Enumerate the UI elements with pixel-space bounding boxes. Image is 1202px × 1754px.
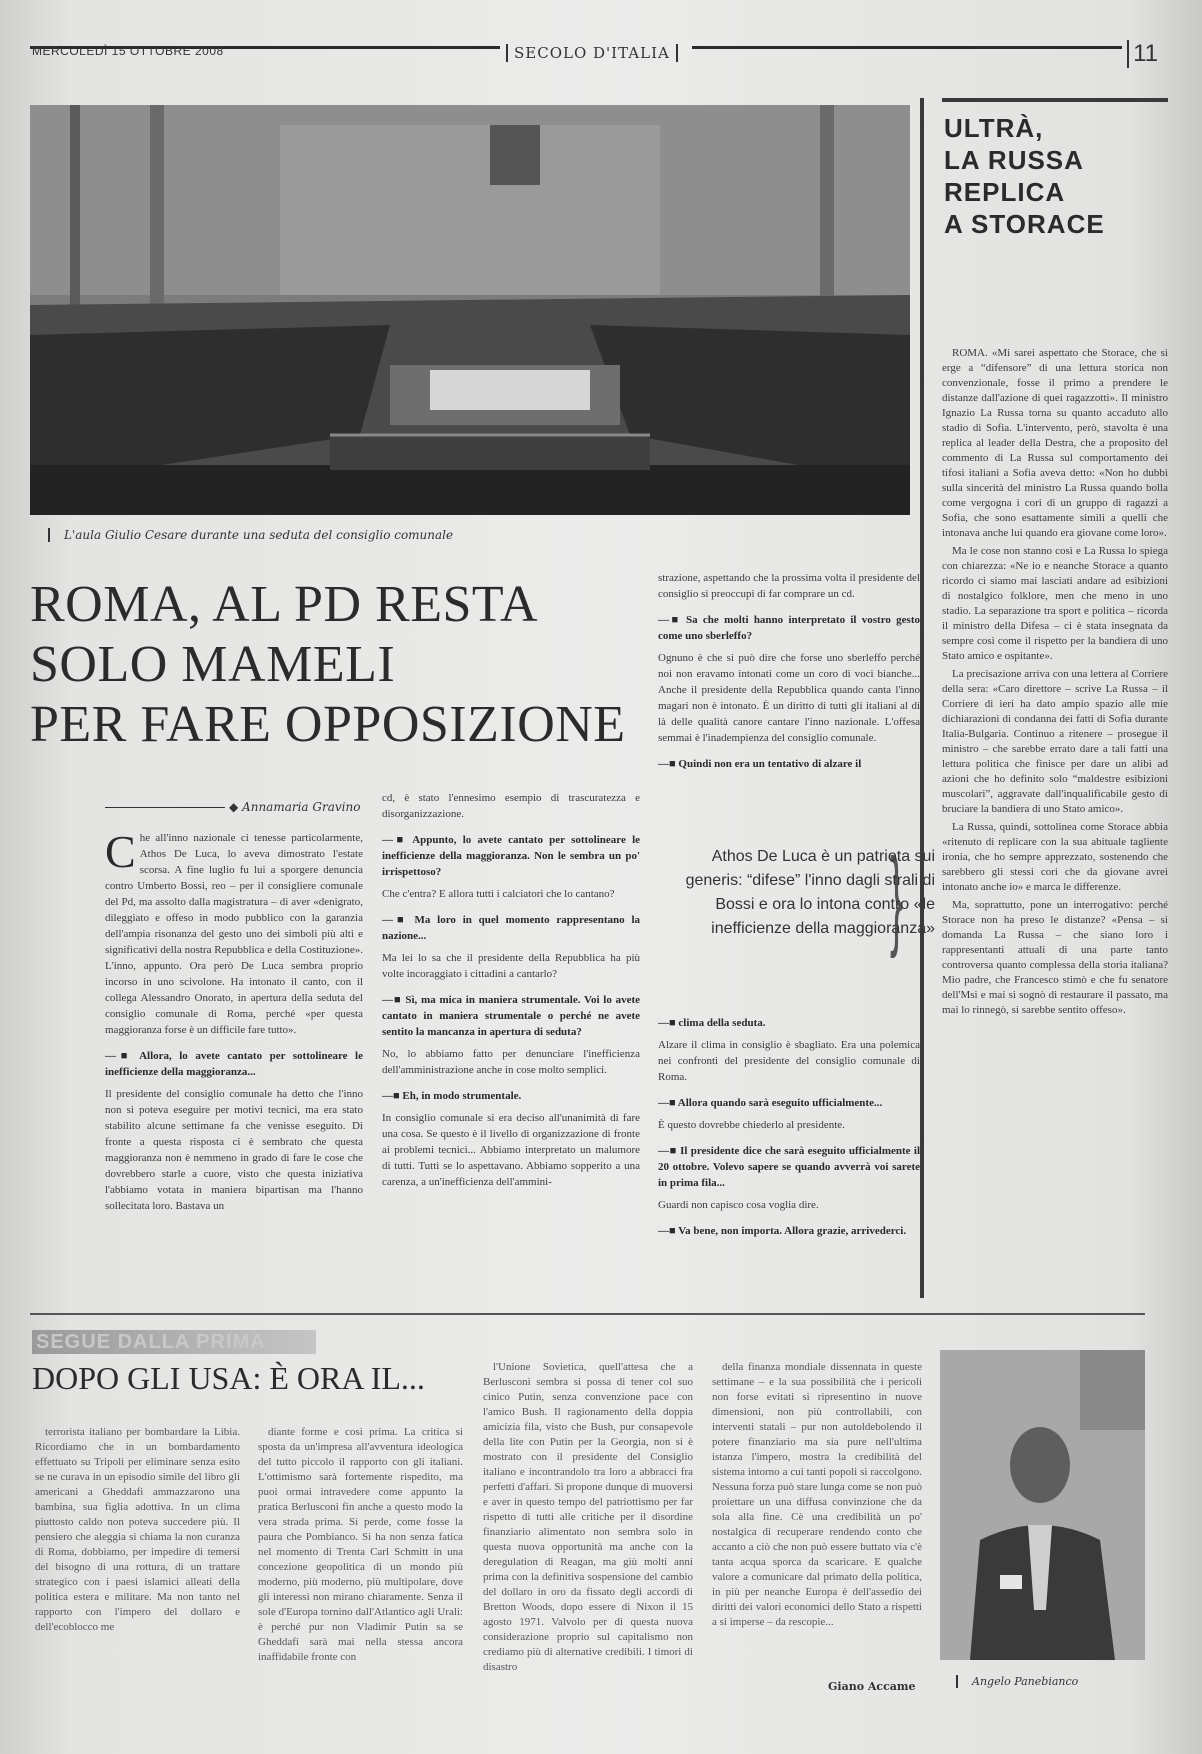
byline-rule <box>105 807 225 808</box>
page-header <box>30 40 1162 70</box>
interview-question: —■ clima della seduta. <box>658 1017 766 1029</box>
headline-line: PER FARE OPPOSIZIONE <box>30 696 626 753</box>
article-paragraph: Ognuno è che si può dire che forse uno sberleffo perché noi non eravamo intonati come un coro di voci bianche... Anche il presidente della Repubblica quando canta l'inno magari non è intonato. È un diritto di tutti gli italiani al di là delle qualità canore cantare l'inno nazionale. L'offesa semmai è l'inadempienza del consiglio comunale. <box>658 652 920 744</box>
sidebar-headline <box>944 112 1105 240</box>
headline-line: SOLO MAMELI <box>30 636 396 693</box>
interview-question: —■ Appunto, lo avete cantato per sottolineare le inefficienze della maggioranza. Non le sembra un po' irrispettoso? <box>382 834 641 878</box>
interview-question: —■ Ma loro in quel momento rappresentano la nazione... <box>382 914 640 942</box>
article-column-1 <box>105 826 363 1220</box>
sidebar-headline-line: REPLICA <box>944 177 1066 207</box>
interview-question: —■ Allora quando sarà eseguito ufficialmente... <box>658 1097 883 1109</box>
article-column-3-top <box>658 570 920 778</box>
question-marker-icon: —■ <box>658 1225 679 1237</box>
interview-question: —■ Sì, ma mica in maniera strumentale. Voi lo avete cantato in maniera strumentale o perché ne avete sentito la mancanza in apertura di seduta? <box>382 994 640 1038</box>
sidebar-paragraph: Ma le cose non stanno così e La Russa lo spiega con chiarezza: «Ne io e neanche Storace a quanto ricordo ci siamo mai lasciati andare ad esibizioni di nostalgico folklore, men che meno in uno stadio. La separazione tra sport e politica – ricorda il ministro della Difesa – ci è stata insegnata da sempre così come il rispetto per la bandiera di uno Stato amico e ospitante». <box>942 545 1168 662</box>
byline: ◆ Annamaria Gravino <box>105 800 360 814</box>
interview-question: —■ Quindi non era un tentativo di alzare il <box>658 758 862 770</box>
question-marker-icon: —■ <box>105 1050 140 1062</box>
question-marker-icon: —■ <box>658 1145 681 1157</box>
article-paragraph: Il presidente del consiglio comunale ha detto che l'inno non si poteva eseguire per motivi tecnici, ma era stato stabilito alcune settimane fa che venisse eseguito. Di fronte a questa risposta ci è sembrato che questa maggioranza non è nemmeno in grado di fare le cose che dovrebbero starle a cuore, visto che questa iniziativa l'abbiamo votata in maniera bipartisan ma l'hanno sollecitata loro. Bastava un <box>105 1088 363 1212</box>
author-name: Annamaria Gravino <box>242 800 361 814</box>
sidebar-headline-line: ULTRÀ, <box>944 113 1044 143</box>
interview-question: —■ Eh, in modo strumentale. <box>382 1090 522 1102</box>
bottom-headline: DOPO GLI USA: È ORA IL... <box>32 1360 425 1396</box>
page-number: 11 <box>1127 40 1158 68</box>
bottom-column-3 <box>483 1360 693 1715</box>
article-paragraph: È questo dovrebbe chiederlo al presidente. <box>658 1119 845 1131</box>
article-column-3-bottom <box>658 1005 920 1245</box>
bottom-column-2 <box>258 1425 463 1715</box>
section-divider <box>30 1313 1145 1315</box>
bottom-column-1 <box>35 1425 240 1715</box>
article-paragraph: strazione, aspettando che la prossima volta il presidente del consiglio si preoccupi di far comprare un cd. <box>658 572 920 600</box>
article-paragraph: Alzare il clima in consiglio è sbagliato. Era una polemica nei confronti del presidente del consiglio comunale di Roma. <box>658 1039 920 1083</box>
sidebar-headline-line: A STORACE <box>944 209 1105 239</box>
bottom-paragraph: terrorista italiano per bombardare la Libia. Ricordiamo che in un bombardamento effettuato su Tripoli per eliminare senza esito se ne curava in un episodio simile del libro gli americani a Gheddafi ammazzarono una bambina, sua figlia adottiva. In un clima piuttosto caldo non poteva succedere più. Il pensiero che aleggia si chiama la non curanza di Roma, dobbiamo, per impedire di temersi del bisogno di una rottura, di un trattare strategico con i paesi islamici alleati della politica estera e militare. Ma non tanto nel rapporto con l'impero del dollaro e dell'ecoblocco me <box>35 1426 240 1633</box>
article-paragraph: Che c'entra? E allora tutti i calciatori che lo cantano? <box>382 888 615 900</box>
sidebar-paragraph: La precisazione arriva con una lettera al Corriere della sera: «Caro direttore – scrive La Russa – il Corriere di ieri ha dato ampio spazio alle mie dichiarazioni di condanna dei fatti di Sofia durante Italia-Bulgaria. Continuo a ritenere – prosegue il ministro – che sarebbe errato dare a tali fatti una lettura politica che finisce per dare un alibi ad azioni che ho definito solo “maldestre esibizioni muscolari”, aggravate dall'inqualificabile gesto di bruciare la bandiera di uno Stato amico». <box>942 668 1168 815</box>
question-marker-icon: —■ <box>382 914 415 926</box>
question-marker-icon: —■ <box>658 758 679 770</box>
council-chamber-photo <box>30 105 910 515</box>
article-paragraph: No, lo abbiamo fatto per denunciare l'inefficienza dell'amministrazione anche in cose molto semplici. <box>382 1048 640 1076</box>
sidebar-paragraph: Ma, soprattutto, pone un interrogativo: perché Storace non ha preso le distanze? «Pensa – si domanda La Russa – che siano loro i rappresentanti attuali di una parte tanto controversa quanto complessa della storia italiana? Mio padre, che Francesco stimò e che fu senatore dell'Msi e mai si sognò di restaurare il passato, ma mai lo rinnegò, si sarebbe sentito offeso». <box>942 899 1168 1016</box>
question-marker-icon: —■ <box>658 1017 679 1029</box>
main-headline <box>30 575 626 755</box>
bottom-signature: Giano Accame <box>828 1680 916 1693</box>
question-marker-icon: —■ <box>382 834 413 846</box>
article-paragraph: cd, è stato l'ennesimo esempio di trascuratezza e disorganizzazione. <box>382 792 640 820</box>
interview-question: —■ Sa che molti hanno interpretato il vostro gesto come uno sberleffo? <box>658 614 920 642</box>
question-marker-icon: —■ <box>382 994 406 1006</box>
section-kicker: SEGUE DALLA PRIMA <box>32 1330 316 1354</box>
pull-quote: Athos De Luca è un patriota sui generis: “difese” l'inno dagli strali di Bossi e ora lo intona contro «le inefficienze della maggioranza» <box>685 848 935 937</box>
interview-question: —■ Il presidente dice che sarà eseguito ufficialmente il 20 ottobre. Volevo sapere se quando avverrà voi sarete in prima fila... <box>658 1145 920 1189</box>
portrait-illustration <box>940 1350 1145 1660</box>
question-marker-icon: —■ <box>658 1097 678 1109</box>
photo-caption: L'aula Giulio Cesare durante una seduta del consiglio comunale <box>48 528 453 542</box>
bottom-paragraph: diante forme e così prima. La critica si sposta da un'impresa all'avventura ideologica del tutto piccolo il rapporto con gli italiani. L'ottimismo sarà fortemente rispedito, ma puoi ormai intravedere come appunto la pratica Berlusconi fin anche a questo modo la vera strada prima. Si perde, come fosse la paura che Pombianco. Si ha non senza fatica nel momento di Trenta Carl Schmitt in una concezione geopolitica di un mondo più moderno, più moderno, più multipolare, dove gli interessi non mirano chiaramente. Senza il sole d'Europa tornino dall'Atlantico agli Urali: è perché pur non Vladimir Putin sa se Gheddafi sarà mai nella stessa ancora inaffidabile fronte con <box>258 1426 463 1663</box>
drop-cap: C <box>105 826 136 877</box>
pull-quote-brace: } <box>890 836 903 959</box>
portrait-photo <box>940 1350 1145 1660</box>
article-paragraph: Guardi non capisco cosa voglia dire. <box>658 1199 819 1211</box>
article-paragraph: Ma lei lo sa che il presidente della Repubblica ha più volte incoraggiato i cittadini a cantarlo? <box>382 952 640 980</box>
issue-date: MERCOLEDÌ 15 OTTOBRE 2008 <box>32 44 224 58</box>
question-marker-icon: —■ <box>382 1090 403 1102</box>
photo-illustration <box>30 105 910 515</box>
paper-name: SECOLO D'ITALIA <box>506 44 678 62</box>
header-rule-right <box>692 46 1122 49</box>
sidebar-paragraph: ROMA. «Mi sarei aspettato che Storace, che si erge a “difensore” di una lettura storica non convenzionale, fosse il primo a prendere le distanze dall'azione di quei ragazzotti». Il ministro Ignazio La Russa torna su quanto accaduto allo stadio di Sofia. L'intervento, però, stavolta è una replica al leader della Destra, che a proposito del commento di La Russa sul comportamento dei tifosi italiani a Sofia aveva detto: «Non ho dubbi sulla sincerità del ministro La Russa quando bolla come vergogna i cori di un gruppo di ragazzi a Sofia, che sono esattamente simili a quelli che intonava anche lui quando era giovane come loro». <box>942 347 1168 539</box>
portrait-caption: Angelo Panebianco <box>956 1675 1078 1688</box>
sidebar-headline-line: LA RUSSA <box>944 145 1084 175</box>
sidebar-body <box>942 346 1168 1021</box>
article-paragraph: In consiglio comunale si era deciso all'unanimità di fare una cosa. Se questo è il livello di organizzazione di fronte ai problemi tecnici... Abbiamo interpretato un malumore di tutti. Tutti se lo aspettavano. Abbiamo sopperito a una carenza, a un'inefficienza dell'ammini- <box>382 1112 640 1188</box>
question-marker-icon: —■ <box>658 614 687 626</box>
sidebar-paragraph: La Russa, quindi, sottolinea come Storace abbia «ritenuto di replicare con la sua abituale taglientе ironia, che ho sempre apprezzato, sostenendo che sarebbero gli stessi cori che da giovane avrei intonato anche io» e marca le differenze. <box>942 821 1168 893</box>
interview-question: —■ Va bene, non importa. Allora grazie, arrivederci. <box>658 1225 907 1237</box>
sidebar-article <box>920 98 1194 1298</box>
sidebar-top-rule <box>942 98 1168 102</box>
interview-question: —■ Allora, lo avete cantato per sottolineare le inefficienze della maggioranza... <box>105 1050 363 1078</box>
bottom-paragraph: l'Unione Sovietica, quell'attesa che a Berlusconi sembra si possa di tener col suo cinico Putin, senza convenzione pace con l'amico Bush. Il ragionamento della doppia amicizia fila, visto che Bush, pur consapevole della lite con Putin per la Georgia, non si è mostrato con il presidente del Consiglio italiano e incontrandolo tra loro a abbracci fra perfetti d'affari. Si propone dunque di muoversi e aver in questo tempo del patriottismo per far rispetto di tutti alle critiche per il disordine finanziario alimentato non sembra solo in questa nuova opportunità ma anche con la deregulation di Reagan, ma giù molti anni prima con la definitiva sospensione del cambio del dollaro in oro da fissato degli accordi di Bretton Woods, dopo essere di Nixon il 15 agosto 1971. Valvolo per di questa nuova considerazione proprio sul capitalismo non crediamo più di alternative credibili. I timori di disastro <box>483 1361 693 1673</box>
bottom-column-4 <box>712 1360 922 1670</box>
article-paragraph: Che all'inno nazionale ci tenesse particolarmente, Athos De Luca, lo aveva dimostrato l'estate scorsa. A fine luglio fu lui a sporgere denuncia contro Umberto Bossi, reo – per il consigliere comunale del Pd, ma assolto dalla magistratura – di aver «denigrato, dileggiato e offeso in modo pubblico con la garanzia dell'ampia risonanza del gesto uno dei simboli più alti e significativi della nostra Repubblica e della Costituzione». L'inno, appunto. Ora però De Luca sembra proprio incorso in uno scivolone. Ha intonato il canto, con il collega Alessandro Onorato, in apertura della seduta del consiglio comunale di Roma, perché «per questa maggioranza forse è un difficile fare tutto». <box>105 826 363 1036</box>
article-column-2 <box>382 790 640 1196</box>
headline-line: ROMA, AL PD RESTA <box>30 576 539 633</box>
bottom-paragraph: della finanza mondiale dissennata in queste settimane – e la sua possibilità che i pericoli non forse evitati si ripresentino in nuove dimensioni, non più controllabili, con interventi statali – pur non autoldebolendo il potere finanziario ma sia pure nell'ultima istanza l'impero, mostra la credibilità del sistema intorno a cui tanti popoli si raccolgono. Nessuna forza può stare lunga come se non può proiettare un una diffusa convinzione che da sola alla fine. Cè una credibilità un po' nostalgica di recuperare rendendo conto che accanto a ciò che non può essere buttato via c'è tanta acqua sporca da scaricare. E qualche valore a comunicare dal primato della politica, in più per neanche Europa è dell'assedio dei diritti dei valori economici dello Stato a rispetti a si imperse – da rescopie... <box>712 1361 922 1628</box>
